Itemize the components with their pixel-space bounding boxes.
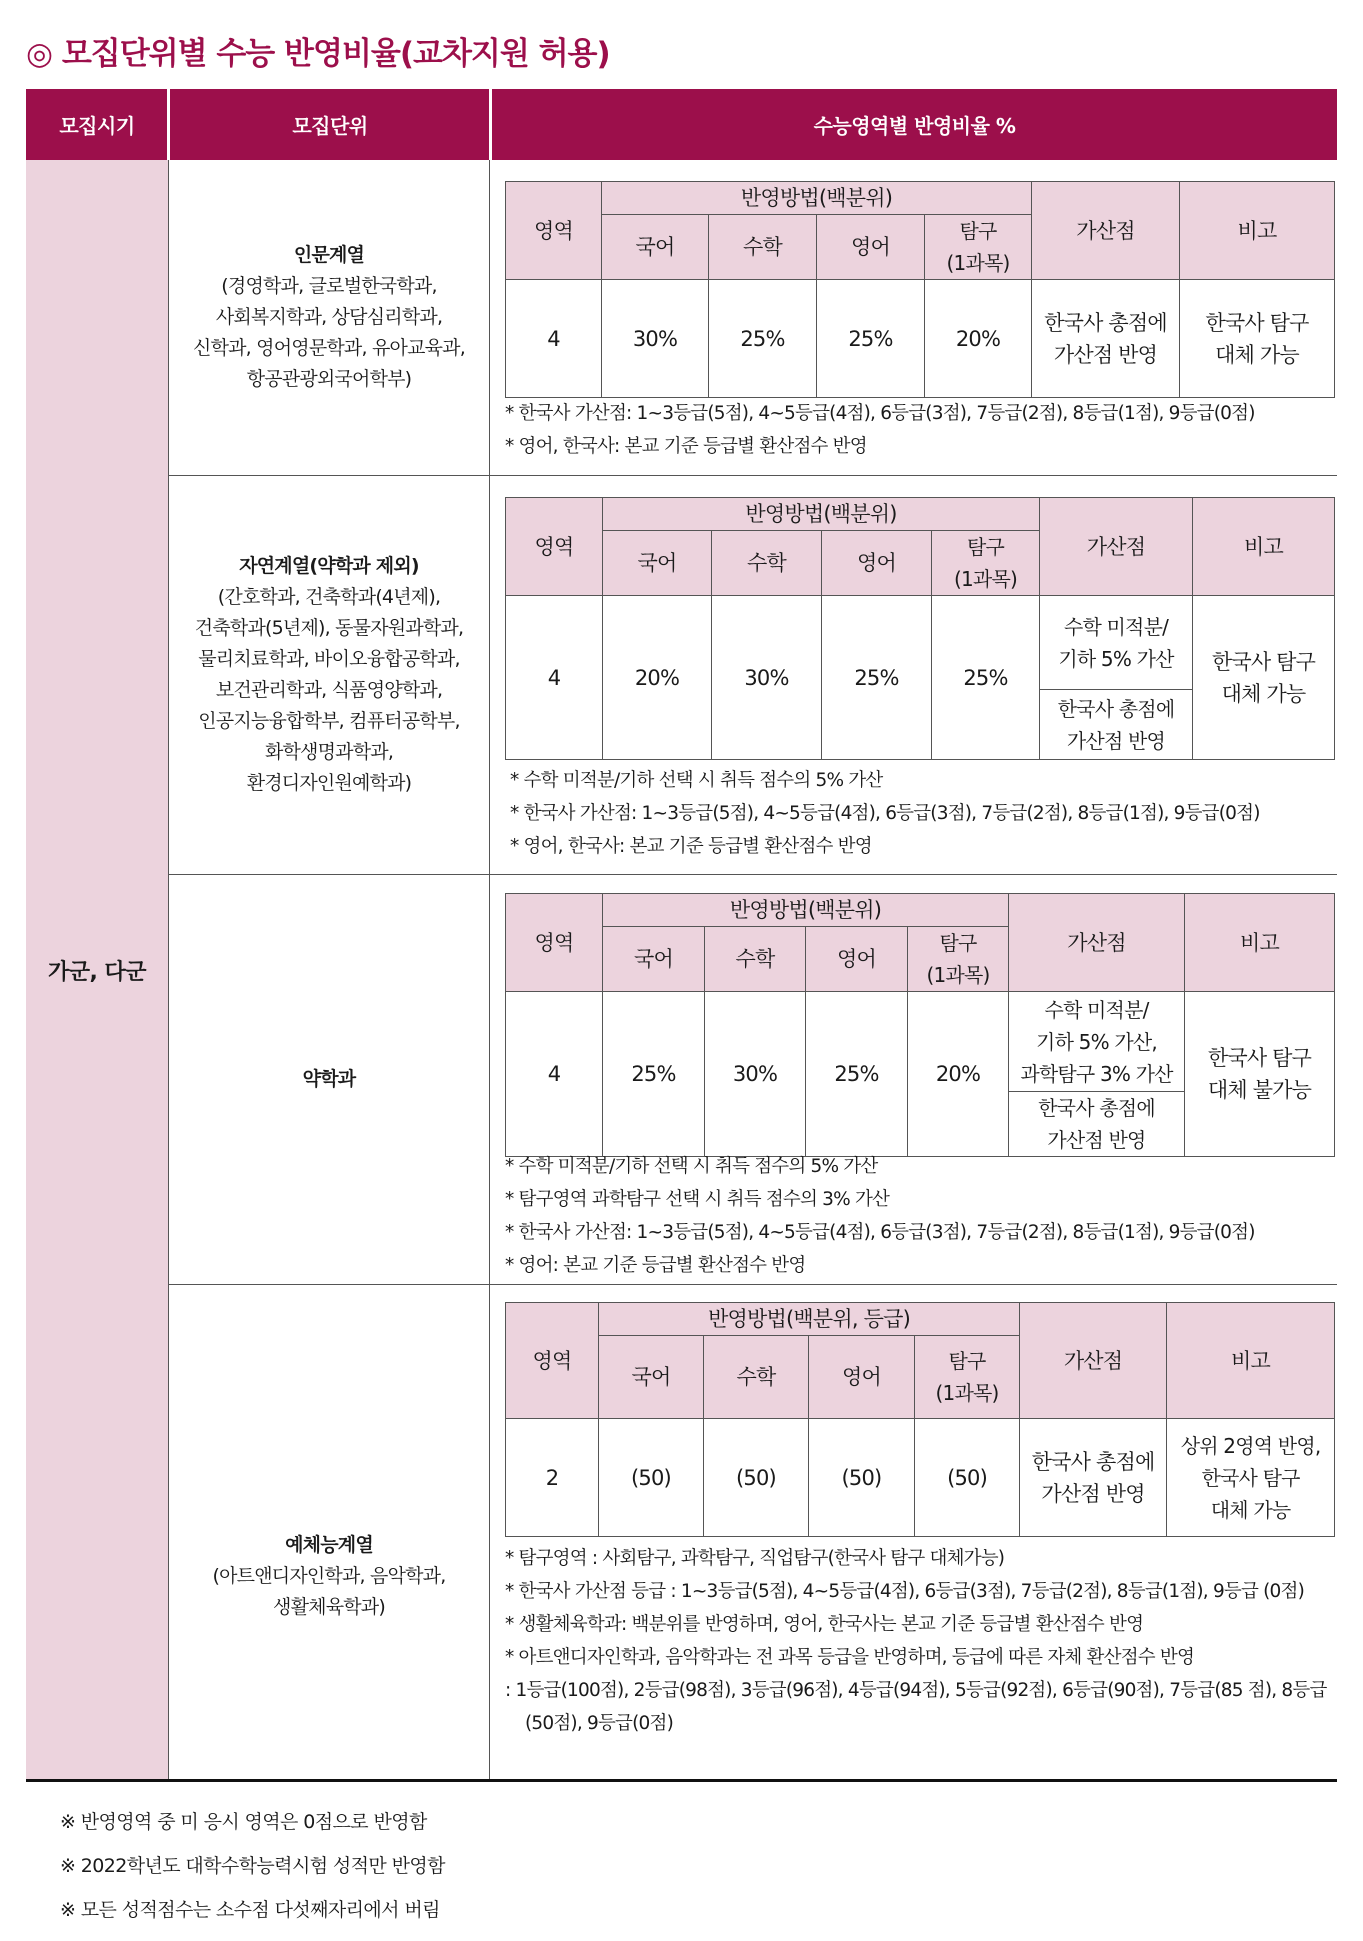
method-header: 반영방법(백분위, 등급) [599, 1303, 1020, 1336]
area-count: 2 [506, 1419, 599, 1537]
ratio-table-pharmacy [505, 893, 1335, 1157]
unit-detail: 건축학과(5년제), 동물자원과학과, [194, 616, 464, 639]
bonus-header: 가산점 [1040, 498, 1193, 596]
korean-header: 국어 [599, 1336, 704, 1419]
table-header [26, 89, 1337, 160]
remark-header: 비고 [1193, 498, 1335, 596]
unit-detail: 보건관리학과, 식품영양학과, [215, 678, 443, 701]
footer-notes [60, 1800, 445, 1932]
note: * 생활체육학과: 백분위를 반영하며, 영어, 한국사는 본교 기준 등급별 환산점수 반영 [505, 1614, 1144, 1635]
footer-note: ※ 모든 성적점수는 소수점 다섯째자리에서 버림 [60, 1899, 440, 1921]
method-header: 반영방법(백분위) [603, 894, 1009, 927]
english-header: 영어 [817, 215, 925, 280]
korean-header: 국어 [603, 927, 705, 992]
math-header: 수학 [705, 927, 806, 992]
korean-value: (50) [599, 1419, 704, 1537]
remark-value: 상위 2영역 반영, 한국사 탐구 대체 가능 [1167, 1419, 1335, 1537]
unit-detail: 항공관광외국어학부) [246, 368, 412, 390]
note: * 영어, 한국사: 본교 기준 등급별 환산점수 반영 [505, 436, 867, 457]
korean-value: 20% [603, 596, 712, 760]
admission-ratio-table [26, 89, 1337, 160]
korean-header: 국어 [603, 531, 712, 596]
method-header: 반영방법(백분위) [602, 182, 1032, 215]
remark-value: 한국사 탐구 대체 불가능 [1185, 992, 1335, 1157]
korean-header: 국어 [602, 215, 709, 280]
unit-detail: (경영학과, 글로벌한국학과, [221, 275, 437, 297]
inquiry-value: 20% [908, 992, 1009, 1157]
inquiry-value: 25% [932, 596, 1040, 760]
unit-detail: 인공지능융합학부, 컴퓨터공학부, [198, 709, 460, 732]
page-title: ◎ 모집단위별 수능 반영비율(교차지원 허용) [26, 36, 610, 72]
math-header: 수학 [704, 1336, 809, 1419]
table-bottom-rule [26, 1779, 1337, 1782]
bonus-header: 가산점 [1020, 1303, 1167, 1419]
unit-detail: 화학생명과학과, [264, 740, 394, 763]
unit-detail: 생활체육학과) [273, 1595, 385, 1618]
area-header: 영역 [506, 498, 603, 596]
remark-header: 비고 [1185, 894, 1335, 992]
english-value: (50) [809, 1419, 915, 1537]
unit-name: 약학과 [302, 1067, 356, 1090]
area-header: 영역 [506, 182, 602, 280]
inquiry-header: 탐구 (1과목) [908, 927, 1009, 992]
area-header: 영역 [506, 1303, 599, 1419]
unit-detail: 신학과, 영어영문학과, 유아교육과, [193, 337, 465, 359]
english-value: 25% [806, 992, 908, 1157]
math-value: (50) [704, 1419, 809, 1537]
header-season: 모집시기 [59, 114, 135, 138]
inquiry-header: 탐구 (1과목) [925, 215, 1032, 280]
math-header: 수학 [712, 531, 822, 596]
english-header: 영어 [809, 1336, 915, 1419]
notes-natural [510, 764, 1260, 863]
inquiry-header: 탐구 (1과목) [932, 531, 1040, 596]
unit-name: 인문계열 [293, 244, 365, 266]
ratio-table-arts [505, 1302, 1335, 1537]
remark-value: 한국사 탐구 대체 가능 [1180, 280, 1335, 398]
unit-name: 예체능계열 [285, 1533, 373, 1556]
unit-detail: (간호학과, 건축학과(4년제), [217, 585, 441, 608]
note: * 영어: 본교 기준 등급별 환산점수 반영 [505, 1255, 806, 1276]
header-unit: 모집단위 [292, 114, 368, 138]
ratio-table-humanities [505, 181, 1335, 398]
note: * 아트앤디자인학과, 음악학과는 전 과목 등급을 반영하며, 등급에 따른 자체 환산점수 반영 [505, 1647, 1195, 1668]
english-value: 25% [817, 280, 925, 398]
bonus-value-history: 한국사 총점에 가산점 반영 [1040, 690, 1193, 760]
unit-cell-arts [168, 1284, 490, 1778]
korean-value: 25% [603, 992, 705, 1157]
unit-detail: (아트앤디자인학과, 음악학과, [212, 1564, 446, 1587]
bonus-header: 가산점 [1009, 894, 1185, 992]
note: * 한국사 가산점: 1~3등급(5점), 4~5등급(4점), 6등급(3점), 7등급(2점), 8등급(1점), 9등급(0점) [510, 803, 1260, 824]
unit-detail: 환경디자인원예학과) [246, 771, 412, 794]
note: * 수학 미적분/기하 선택 시 취득 점수의 5% 가산 [505, 1156, 878, 1177]
area-count: 4 [506, 596, 603, 760]
ratio-table-natural [505, 497, 1335, 760]
note: * 한국사 가산점: 1~3등급(5점), 4~5등급(4점), 6등급(3점), 7등급(2점), 8등급(1점), 9등급(0점) [505, 403, 1255, 424]
notes-pharmacy [505, 1150, 1255, 1282]
math-value: 30% [712, 596, 822, 760]
bonus-value-math: 수학 미적분/ 기하 5% 가산 [1040, 596, 1193, 690]
note: * 탐구영역 과학탐구 선택 시 취득 점수의 3% 가산 [505, 1189, 890, 1210]
notes-arts [505, 1542, 1337, 1740]
footer-note: ※ 2022학년도 대학수학능력시험 성적만 반영함 [60, 1855, 445, 1877]
bonus-header: 가산점 [1032, 182, 1180, 280]
english-value: 25% [822, 596, 932, 760]
notes-humanities [505, 397, 1255, 463]
header-ratio: 수능영역별 반영비율 % [813, 114, 1016, 138]
unit-detail: 물리치료학과, 바이오융합공학과, [198, 647, 460, 670]
unit-cell-pharmacy [168, 874, 490, 1284]
inquiry-header: 탐구 (1과목) [915, 1336, 1020, 1419]
note: * 한국사 가산점: 1~3등급(5점), 4~5등급(4점), 6등급(3점), 7등급(2점), 8등급(1점), 9등급(0점) [505, 1222, 1255, 1243]
math-value: 25% [709, 280, 817, 398]
footer-note: ※ 반영영역 중 미 응시 영역은 0점으로 반영함 [60, 1811, 427, 1833]
unit-cell-natural [168, 475, 490, 874]
bonus-value: 한국사 총점에 가산점 반영 [1020, 1419, 1167, 1537]
remark-header: 비고 [1180, 182, 1335, 280]
note: * 탐구영역 : 사회탐구, 과학탐구, 직업탐구(한국사 탐구 대체가능) [505, 1548, 1005, 1569]
bonus-value-math-science: 수학 미적분/ 기하 5% 가산, 과학탐구 3% 가산 [1009, 992, 1185, 1092]
unit-name: 자연계열(약학과 제외) [239, 554, 419, 577]
remark-header: 비고 [1167, 1303, 1335, 1419]
note: * 영어, 한국사: 본교 기준 등급별 환산점수 반영 [510, 836, 872, 857]
remark-value: 한국사 탐구 대체 가능 [1193, 596, 1335, 760]
area-count: 4 [506, 280, 602, 398]
area-header: 영역 [506, 894, 603, 992]
korean-value: 30% [602, 280, 709, 398]
season-cell: 가군, 다군 [26, 160, 168, 1780]
math-value: 30% [705, 992, 806, 1157]
english-header: 영어 [822, 531, 932, 596]
bonus-value-history: 한국사 총점에 가산점 반영 [1009, 1092, 1185, 1157]
inquiry-value: (50) [915, 1419, 1020, 1537]
note: : 1등급(100점), 2등급(98점), 3등급(96점), 4등급(94점), 5등급(92점), 6등급(90점), 7등급(85 점), 8등급(50점), 9등급(0점) [505, 1680, 1327, 1734]
english-header: 영어 [806, 927, 908, 992]
note: * 한국사 가산점 등급 : 1~3등급(5점), 4~5등급(4점), 6등급(3점), 7등급(2점), 8등급(1점), 9등급 (0점) [505, 1581, 1305, 1602]
unit-cell-humanities [168, 160, 490, 475]
inquiry-value: 20% [925, 280, 1032, 398]
unit-detail: 사회복지학과, 상담심리학과, [215, 306, 443, 328]
note: * 수학 미적분/기하 선택 시 취득 점수의 5% 가산 [510, 770, 883, 791]
bonus-value: 한국사 총점에 가산점 반영 [1032, 280, 1180, 398]
math-header: 수학 [709, 215, 817, 280]
area-count: 4 [506, 992, 603, 1157]
method-header: 반영방법(백분위) [603, 498, 1040, 531]
